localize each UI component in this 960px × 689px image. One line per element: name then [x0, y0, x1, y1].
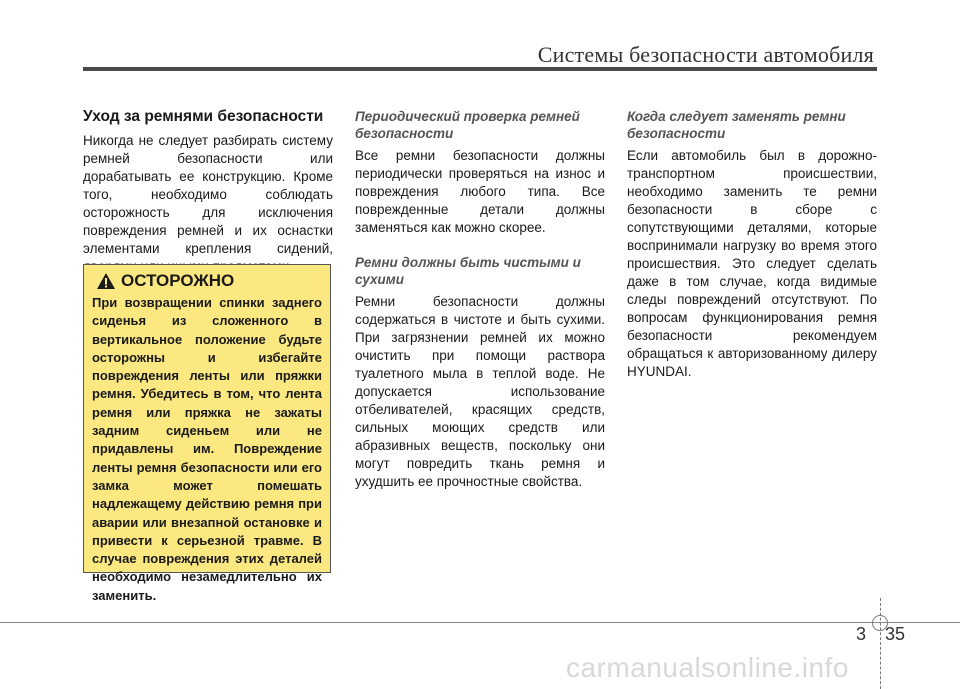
page-chapter-number: 3 [856, 624, 867, 644]
warning-box [83, 264, 331, 603]
section-heading-care: Уход за ремнями безопасности [83, 108, 324, 125]
section-heading-clean-dry: Ремни должны быть чистыми и сухими [355, 255, 581, 287]
warning-triangle-icon [96, 272, 116, 290]
column-3 [627, 108, 877, 398]
section-heading-inspection: Периодический проверка ремней безопасности [355, 109, 580, 141]
section-paragraph-care: Никогда не следует разбирать систему ремней безопасности или дорабатывать ее конструкцию. Кроме того, необходимо соблюдать осторожность для исключения повреждения ремней и их оснастки элементами крепления сидений, [83, 133, 333, 256]
section-paragraph-inspection: Все ремни безопасности должны периодически проверяться на износ и повреждения любого типа. Все поврежденные детали должны заменяться как можно скорее. [355, 148, 605, 235]
footer-rule [0, 622, 960, 623]
running-header-title: Системы безопасности автомобиля [537, 42, 874, 67]
header-rule [83, 67, 877, 71]
column-2 [355, 108, 605, 508]
section-paragraph-replacement: Если автомобиль был в дорожно-транспортном происшествии, необходимо заменить те ремни безопасности в сборе с сопутствующими деталями, которые воспринимали нагрузку во время этого происшествия. Это следует сделать даже в том случае, когда видимые следы повреждений отсутствуют. По вопросам функционирования ремня безопасности рекомендуем обращаться к авторизованному дилеру HYUNDAI. [627, 148, 877, 379]
warning-header [96, 271, 322, 291]
section-heading-replacement: Когда следует заменять ремни безопасности [627, 109, 846, 141]
warning-title: ОСТОРОЖНО [121, 271, 235, 290]
crop-line [880, 598, 881, 689]
watermark: carmanualsonline.info [566, 652, 849, 683]
section-paragraph-clean-dry: Ремни безопасности должны содержаться в чистоте и быть сухими. При загрязнении ремней их можно очистить при помощи раствора туалетного мыла в теплой воде. Не допускается использование отбеливателей, красящих средств, сильных моющих средств или абразивных веществ, поскольку они могут повредить ткань ремня и ухудшить ее прочностные свойства. [355, 294, 605, 489]
page-number: 35 [885, 624, 906, 644]
warning-text: При возвращении спинки заднего сиденья из сложенного в вертикальное положение будьте осторожны и избегайте повреждения ленты или пряжки ремня. Убедитесь в том, что лента ремня или пряжка не зажаты задним сиденьем или не придавлены им. Повреждение ленты ремня безопасности или его замка может помешать надлежащему действию ремня при аварии или внезапной остановке и привести к серьезной травме. В случае повреждения этих деталей необходимо незамедлительно их заменить. [92, 295, 322, 603]
